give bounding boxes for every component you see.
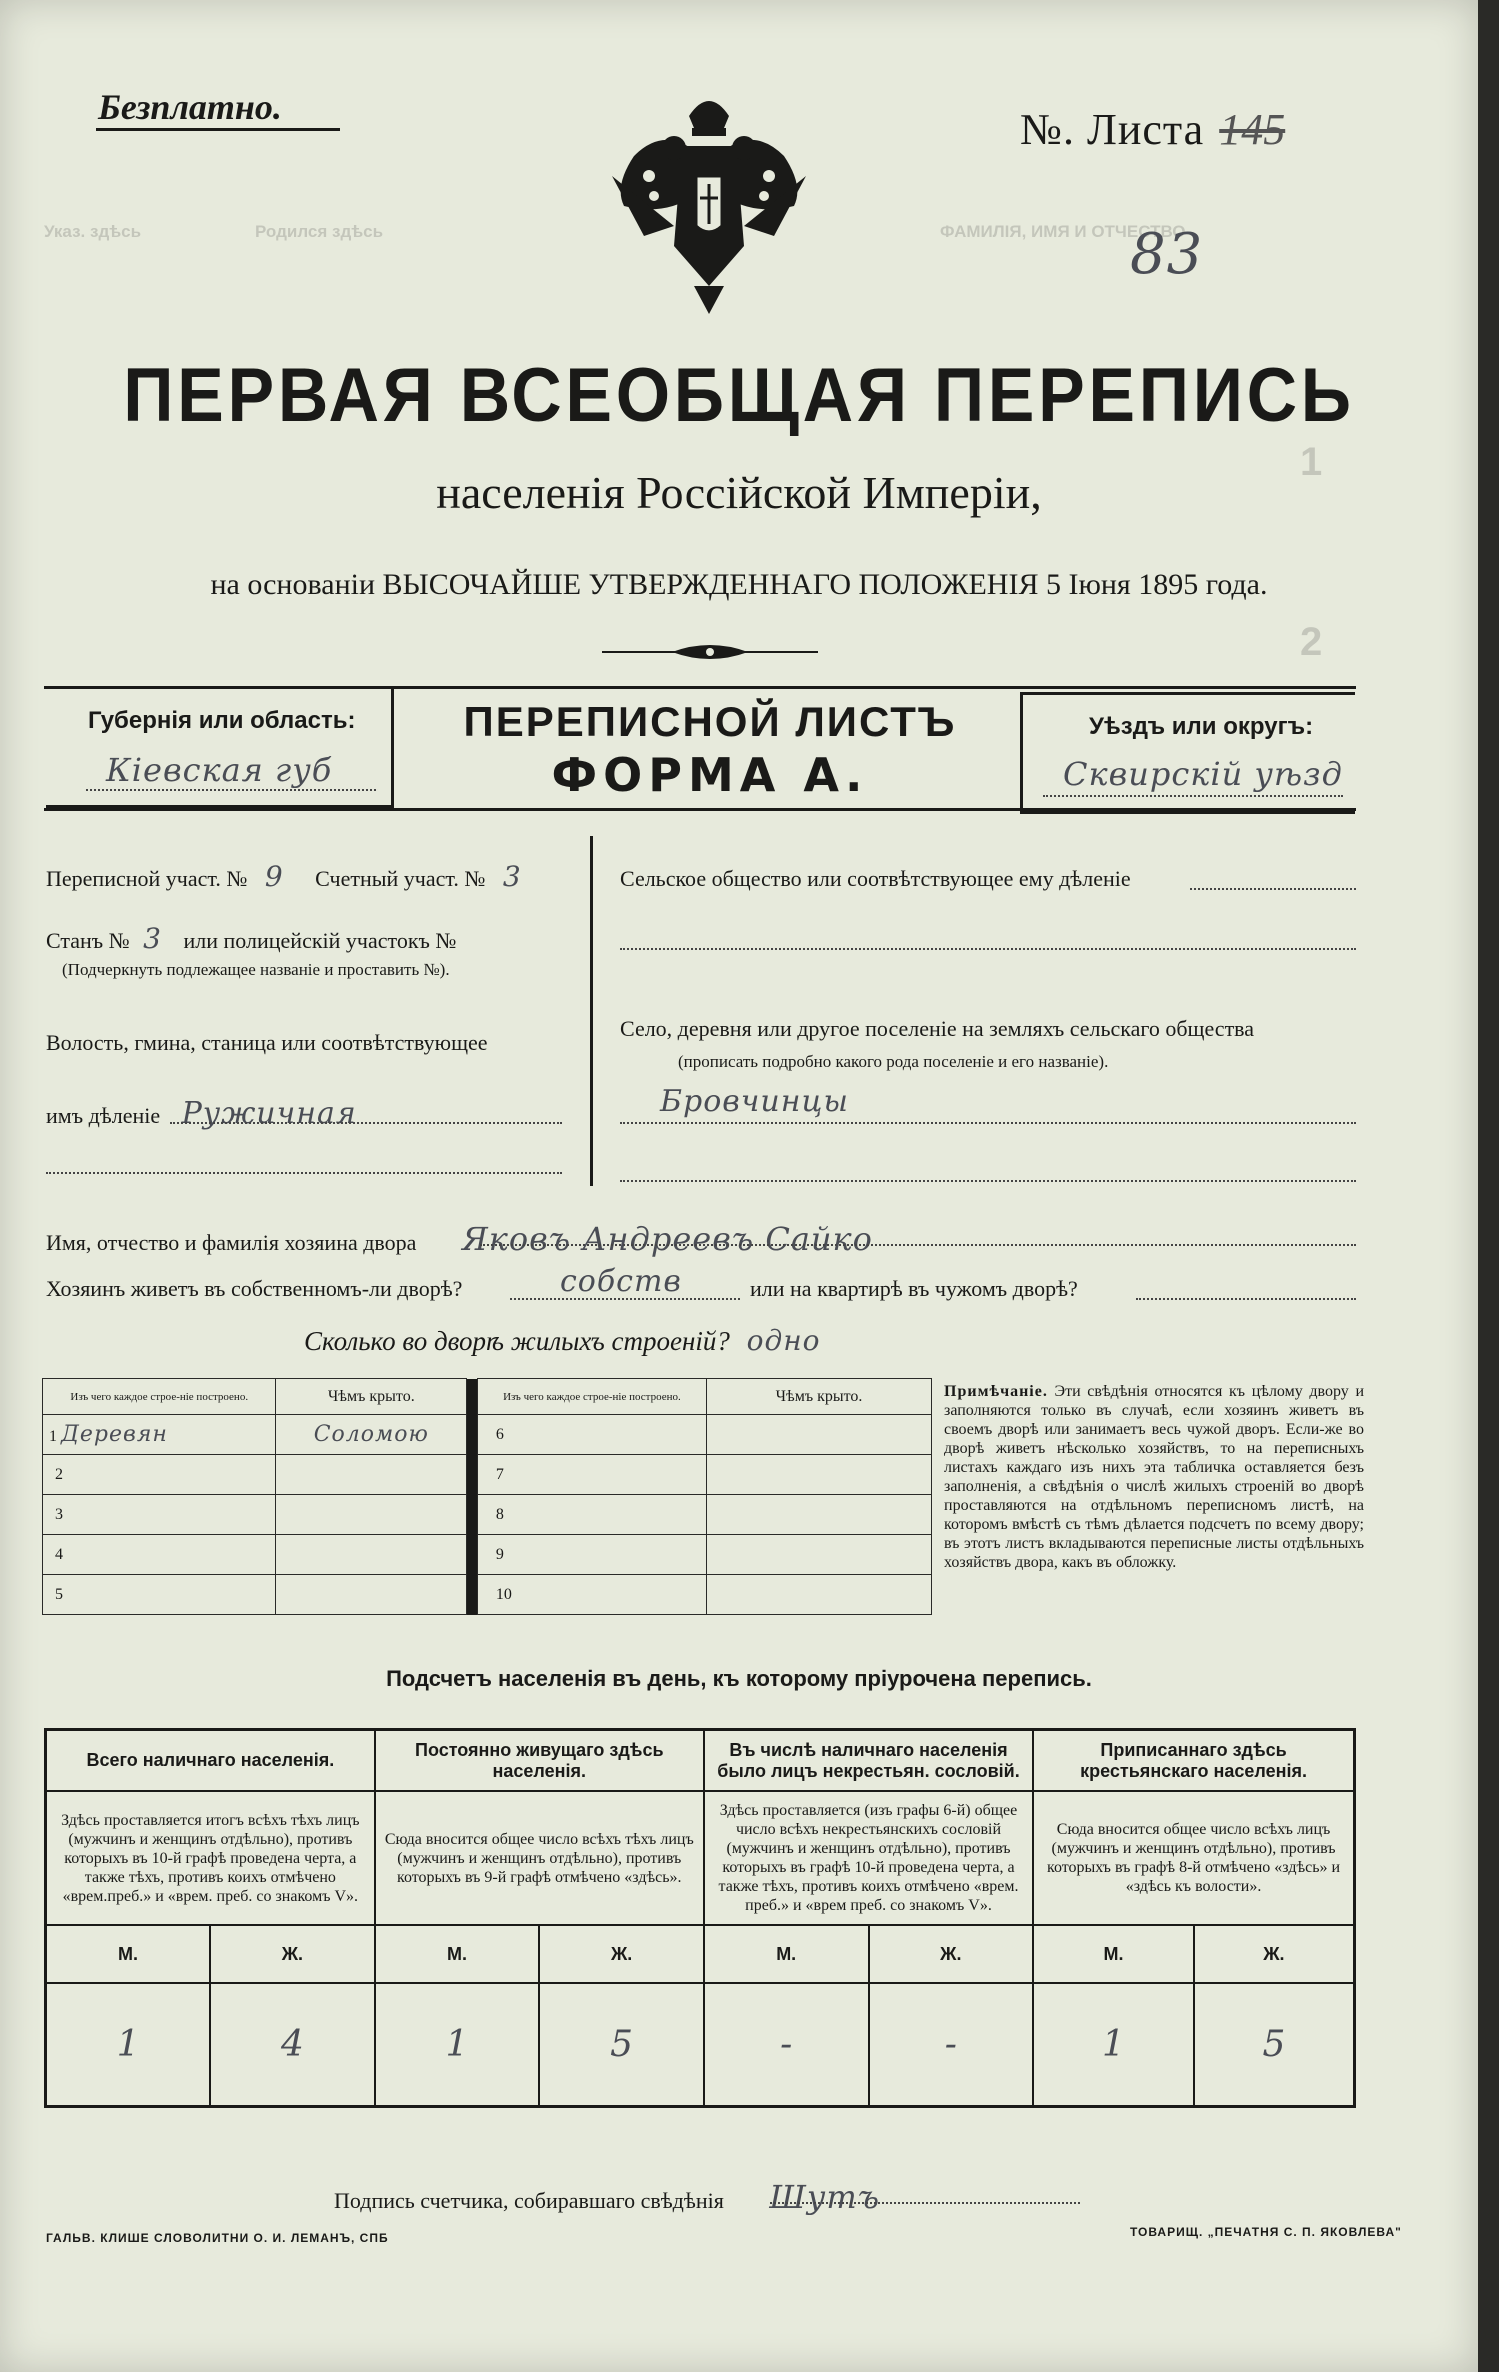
pop-col-desc: Здѣсь проставляется итогъ всѣхъ тѣхъ лицъ (мужчинъ и женщинъ отдѣльно), противъ которыхъ въ 10-й графѣ проведена черта, а также тѣхъ, противъ коихъ отмѣчено «врем.преб.» и «врем. преб. со знакомъ V». — [46, 1791, 375, 1925]
uezd-box — [1020, 692, 1355, 814]
buildings-table — [42, 1378, 932, 1615]
material-value: Деревян — [61, 1422, 168, 1447]
buildings-question — [304, 1324, 821, 1357]
volost-label: Волость, гмина, станица или соотвѣтствующее — [46, 1030, 488, 1055]
village-label: Село, деревня или другое поселеніе на земляхъ сельскаго общества — [620, 1016, 1255, 1041]
buildings-question-label: Сколько во дворѣ жилыхъ строеній? — [304, 1326, 730, 1356]
guberniya-value: Кіевская губ — [106, 751, 333, 789]
female-label: Ж. — [869, 1925, 1034, 1983]
bleedthrough-text: 2 — [1300, 620, 1323, 664]
volost-row — [46, 1096, 357, 1131]
uezd-label: Уѣздъ или округъ: — [1089, 713, 1314, 740]
owner-name-value: Яковъ Андреевъ Сайко — [461, 1220, 873, 1258]
table-row — [43, 1415, 932, 1455]
male-label: М. — [704, 1925, 869, 1983]
guberniya-label: Губернія или область: — [88, 707, 356, 734]
table-divider — [467, 1379, 478, 1415]
note-text: Эти свѣдѣнія относятся къ цѣлому двору и заполняются только въ случаѣ, если хозяинъ живетъ въ своемъ дворѣ или занимаетъ весь чужой дворъ. Если-же во дворѣ живетъ нѣсколько хозяйствъ, то на переписныхъ листахъ каждаго изъ нихъ эта табличка оставляется безъ заполненія, а свѣдѣнія о числѣ жилыхъ строеній во дворѣ проставляются на отдѣльномъ переписномъ листѣ, на которомъ вмѣстѣ съ тѣмъ дѣлается подсчетъ по всему двору; въ этотъ листъ вкладываются переписные листы отдѣльныхъ хозяйствъ двора, какъ въ обложку. — [944, 1383, 1364, 1571]
row-number: 10 — [477, 1575, 706, 1615]
guberniya-box — [46, 686, 394, 808]
society-dotline — [1190, 888, 1356, 890]
registered-female-value: 5 — [1194, 1983, 1355, 2107]
owner-row — [46, 1220, 873, 1258]
stan-label: Станъ № — [46, 928, 130, 953]
uezd-value: Сквирскій уѣзд — [1063, 755, 1343, 793]
population-title: Подсчетъ населенія въ день, къ которому пріурочена перепись. — [386, 1666, 1092, 1691]
sheet-number-handwritten: 83 — [1130, 222, 1204, 287]
registered-male-value: 1 — [1033, 1983, 1194, 2107]
table-row — [43, 1495, 932, 1535]
buildings-question-value: одно — [746, 1324, 821, 1357]
count-district-label: Счетный участ. № — [315, 866, 486, 891]
own-yard-value: собств — [560, 1264, 682, 1299]
volost-value: Ружичная — [181, 1096, 357, 1131]
female-label: Ж. — [539, 1925, 704, 1983]
roof-value: Соломою — [276, 1415, 467, 1455]
volost-dotline-2 — [46, 1172, 562, 1174]
owner-name-label: Имя, отчество и фамилія хозяина двора — [46, 1230, 417, 1255]
imperial-eagle-emblem — [604, 86, 814, 316]
note-block — [944, 1382, 1364, 1572]
roof-value — [707, 1535, 932, 1575]
bleedthrough-text: ФАМИЛІЯ, ИМЯ И ОТЧЕСТВО — [940, 222, 1186, 241]
form-name: ФОРМА А. — [551, 748, 869, 802]
stan-row — [46, 922, 456, 955]
underline-note: (Подчеркнуть подлежащее названіе и проставить №). — [62, 960, 450, 979]
rent-dotline — [1136, 1298, 1356, 1300]
female-label: Ж. — [1194, 1925, 1355, 1983]
pop-col-header-registered: Приписаннаго здѣсь крестьянскаго населенія. — [1033, 1730, 1354, 1792]
count-district-value: 3 — [502, 860, 522, 893]
pop-col-desc: Сюда вносится общее число всѣхъ лицъ (мужчинъ и женщинъ отдѣльно), противъ которыхъ въ графѣ 8-й отмѣчено «здѣсь» и «здѣсь къ волости». — [1033, 1791, 1354, 1925]
table-row — [43, 1455, 932, 1495]
signature-value: Шутъ — [769, 2178, 881, 2216]
permanent-male-value: 1 — [375, 1983, 540, 2107]
col-material-header: Изъ чего каждое строе-ніе построено. — [43, 1379, 276, 1415]
permanent-female-value: 5 — [539, 1983, 704, 2107]
row-number: 4 — [43, 1535, 276, 1575]
population-table — [44, 1728, 1356, 2108]
society-label: Сельское общество или соотвѣтствующее ему дѣленіе — [620, 866, 1131, 891]
ornament-divider — [602, 642, 818, 662]
signature-label: Подпись счетчика, собиравшаго свѣдѣнія — [334, 2188, 724, 2213]
row-number: 5 — [43, 1575, 276, 1615]
row-number: 9 — [477, 1535, 706, 1575]
rent-label: или на квартирѣ въ чужомъ дворѣ? — [750, 1276, 1078, 1301]
pop-col-header-permanent: Постоянно живущаго здѣсь населенія. — [375, 1730, 704, 1792]
printer-imprint-left: ГАЛЬВ. КЛИШЕ СЛОВОЛИТНИ О. И. ЛЕМАНЪ, СПБ — [46, 2231, 389, 2245]
sheet-number — [1020, 104, 1285, 155]
roof-value — [276, 1575, 467, 1615]
volost-dotline — [170, 1122, 562, 1124]
row-number: 1 — [49, 1428, 57, 1445]
roof-value — [707, 1495, 932, 1535]
page-title: ПЕРВАЯ ВСЕОБЩАЯ ПЕРЕПИСЬ — [123, 353, 1355, 438]
stan-value: 3 — [143, 922, 162, 955]
page-subtitle: населенія Россійской Имперіи, — [436, 467, 1042, 518]
bleedthrough-text: 1 — [1300, 440, 1323, 484]
male-label: М. — [1033, 1925, 1194, 1983]
society-dotline-2 — [620, 948, 1356, 950]
pop-col-header-total: Всего наличнаго населенія. — [46, 1730, 375, 1792]
row-number: 7 — [477, 1455, 706, 1495]
volost-label2: имъ дѣленіе — [46, 1103, 161, 1128]
roof-value — [276, 1455, 467, 1495]
owner-dotline — [480, 1244, 1356, 1246]
table-row — [43, 1535, 932, 1575]
male-label: М. — [375, 1925, 540, 1983]
census-district-row — [46, 860, 522, 893]
census-district-value: 9 — [264, 860, 284, 893]
uezd-dotline — [1043, 795, 1343, 797]
row-number: 6 — [477, 1415, 706, 1455]
nonpeasant-female-value: - — [869, 1983, 1034, 2107]
total-male-value: 1 — [46, 1983, 211, 2107]
free-label: Безплатно. — [98, 87, 282, 127]
village-value: Бровчинцы — [660, 1084, 849, 1119]
col-roof-header: Чѣмъ крыто. — [707, 1379, 932, 1415]
village-note: (прописать подробно какого рода поселеніе и его названіе). — [678, 1052, 1109, 1071]
scan-edge — [1478, 0, 1499, 2372]
col-material-header: Изъ чего каждое строе-ніе построено. — [477, 1379, 706, 1415]
bleedthrough-text: Родился здѣсь — [255, 222, 384, 241]
village-dotline-2 — [620, 1180, 1356, 1182]
signature-row — [334, 2178, 880, 2216]
village-dotline — [620, 1122, 1356, 1124]
legal-basis: на основаніи ВЫСОЧАЙШЕ УТВЕРЖДЕННАГО ПОЛОЖЕНІЯ 5 Іюня 1895 года. — [210, 568, 1268, 601]
roof-value — [707, 1575, 932, 1615]
own-yard-label: Хозяинъ живетъ въ собственномъ-ли дворѣ? — [46, 1276, 463, 1301]
bleedthrough-text: Указ. здѣсь — [44, 222, 142, 241]
census-district-label: Переписной участ. № — [46, 866, 248, 891]
nonpeasant-male-value: - — [704, 1983, 869, 2107]
pop-col-header-nonpeasant: Въ числѣ наличнаго населенія было лицъ некрестьян. сословій. — [704, 1730, 1033, 1792]
row-number: 3 — [43, 1495, 276, 1535]
row-number: 8 — [477, 1495, 706, 1535]
total-female-value: 4 — [210, 1983, 375, 2107]
roof-value — [276, 1535, 467, 1575]
pop-col-desc: Здѣсь проставляется (изъ графы 6-й) общее число всѣхъ некрестьянскихъ сословій (мужчинъ и женщинъ отдѣльно), противъ которыхъ въ графѣ 10-й проведена черта, а также тѣхъ, противъ коихъ отмѣчено «врем. преб.» и «врем преб. со знакомъ V». — [704, 1791, 1033, 1925]
roof-value — [707, 1455, 932, 1495]
row-number: 2 — [43, 1455, 276, 1495]
note-title: Примѣчаніе. — [944, 1383, 1048, 1400]
own-yard-dotline — [510, 1298, 740, 1300]
form-title: ПЕРЕПИСНОЙ ЛИСТЪ — [463, 698, 957, 745]
sheet-number-label: №. Листа — [1020, 105, 1205, 154]
roof-value — [276, 1495, 467, 1535]
male-label: М. — [46, 1925, 211, 1983]
table-row — [43, 1575, 932, 1615]
free-label-underline — [96, 128, 340, 131]
guberniya-dotline — [86, 789, 376, 791]
sheet-number-struck: 145 — [1219, 105, 1286, 154]
police-label: или полицейскій участокъ № — [183, 928, 457, 953]
pop-col-desc: Сюда вносится общее число всѣхъ тѣхъ лицъ (мужчинъ и женщинъ отдѣльно), противъ которыхъ въ 9-й графѣ отмѣчено «здѣсь». — [375, 1791, 704, 1925]
col-roof-header: Чѣмъ крыто. — [276, 1379, 467, 1415]
roof-value — [707, 1415, 932, 1455]
female-label: Ж. — [210, 1925, 375, 1983]
printer-imprint-right: ТОВАРИЩ. „ПЕЧАТНЯ С. П. ЯКОВЛЕВА" — [1130, 2225, 1402, 2239]
column-divider — [590, 836, 593, 1186]
signature-dotline — [770, 2202, 1080, 2204]
